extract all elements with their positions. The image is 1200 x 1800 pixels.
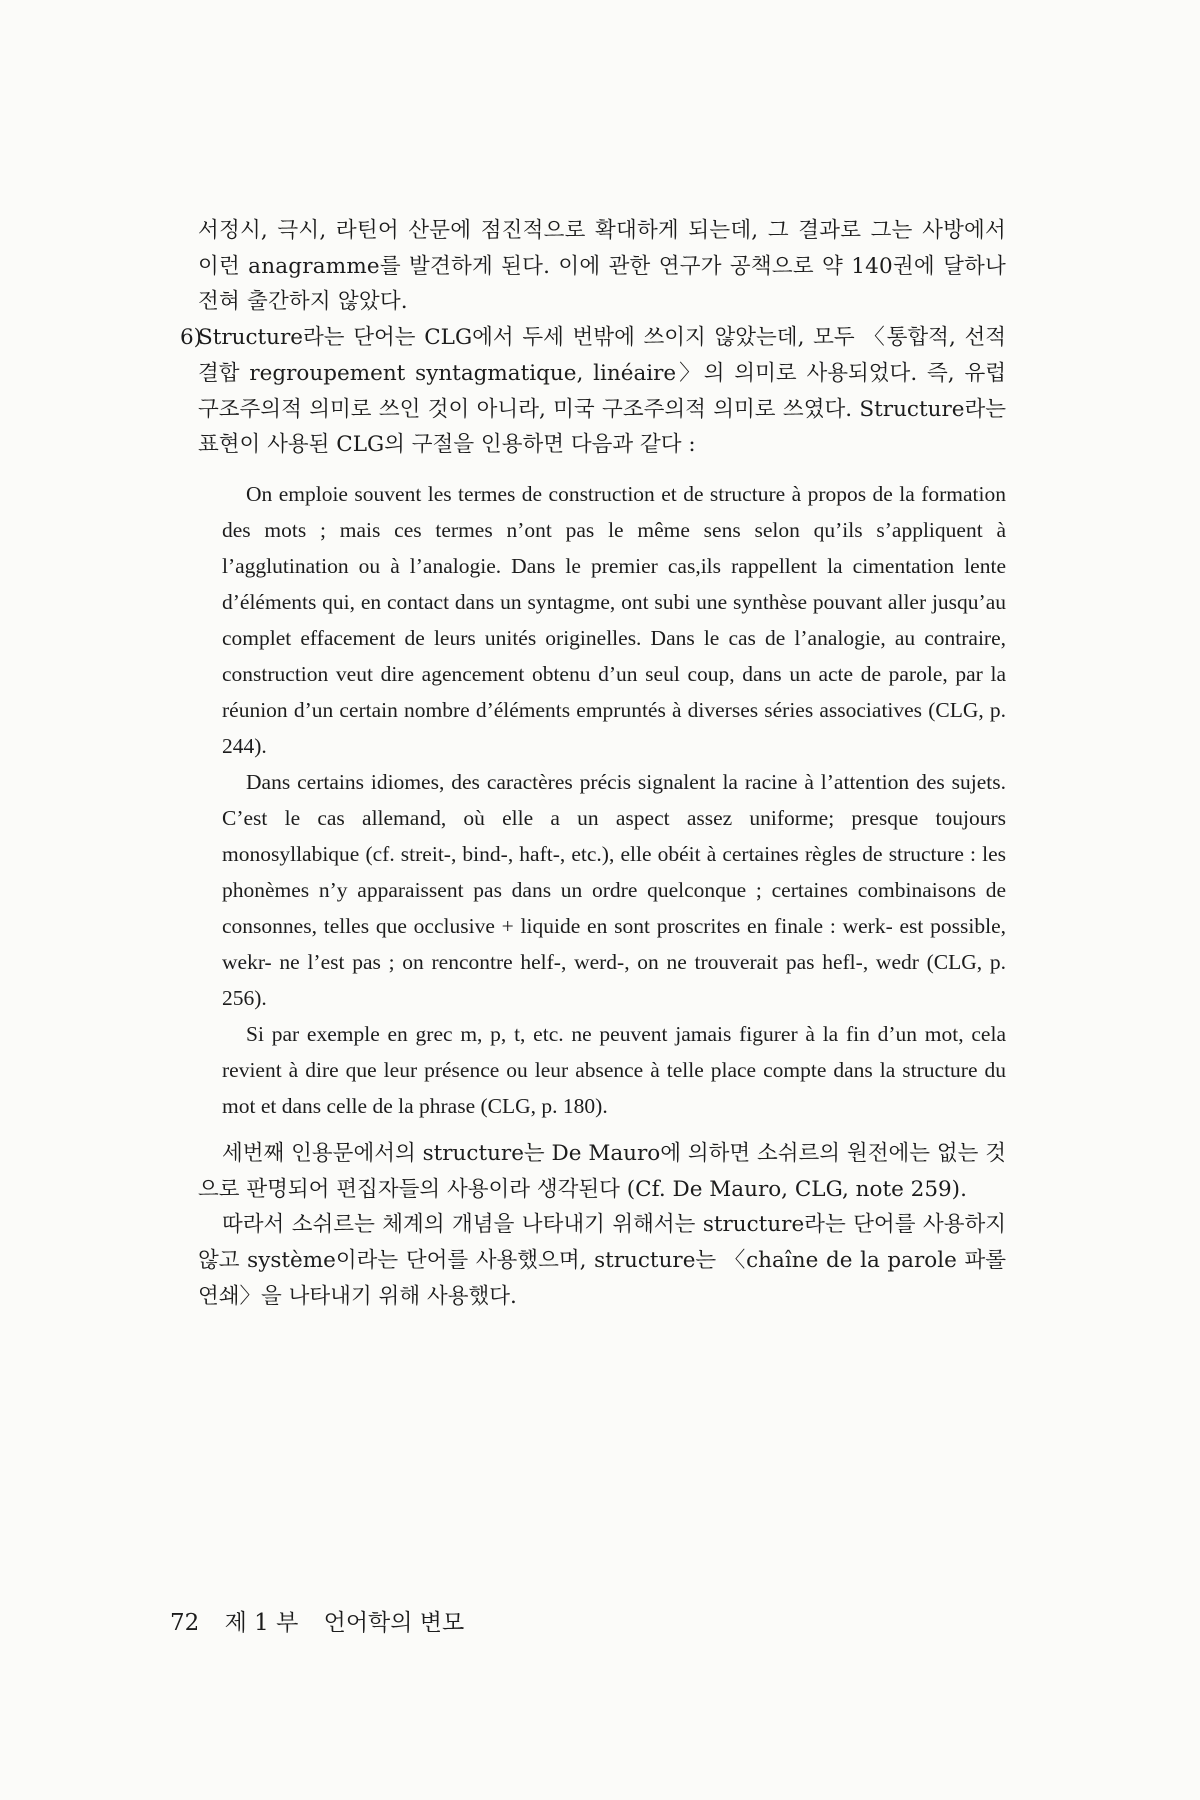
intro-paragraph: 서정시, 극시, 라틴어 산문에 점진적으로 확대하게 되는데, 그 결과로 그는 사방에서 이런 anagramme를 발견하게 된다. 이에 관한 연구가 공책으로 약 140권에 달하나 전혀 출간하지 않았다. (198, 218, 1006, 315)
part-label: 제 1 부 (224, 1610, 299, 1636)
commentary (198, 1136, 1006, 1315)
page-body (180, 213, 1006, 1314)
quote-paragraph-1: On emploie souvent les termes de construction et de structure à propos de la formation des mots ; mais ces termes n’ont pas le même sens selon qu’ils s’appliquent à l’agglutination ou à l’analogie. Dans le premier cas,ils rappellent la cimentation lente d’éléments qui, en contact dans un syntagme, ont subi une synthèse pouvant aller jusqu’au complet effacement de leurs unités originelles. Dans le cas de l’analogie, au contraire, construction veut dire agencement obtenu d’un seul coup, dans un acte de parole, par la réunion d’un certain nombre d’éléments empruntés à diverses séries associatives (CLG, p. 244). (222, 481, 1006, 758)
commentary-paragraph-1: 세번째 인용문에서의 structure는 De Mauro에 의하면 소쉬르의 원전에는 없는 것으로 판명되어 편집자들의 사용이라 생각된다 (Cf. De Mauro, CLG, note 259). (198, 1140, 1006, 1202)
page-footer (170, 1604, 482, 1637)
quote-paragraph-3: Si par exemple en grec m, p, t, etc. ne peuvent jamais figurer à la fin d’un mot, cela revient à dire que leur présence ou leur absence à telle place compte dans la structure du mot et dans celle de la phrase (CLG, p. 180). (222, 1021, 1006, 1118)
commentary-paragraph-2: 따라서 소쉬르는 체계의 개념을 나타내기 위해서는 structure라는 단어를 사용하지 않고 système이라는 단어를 사용했으며, structure는 〈chaîne de la parole 파롤 연쇄〉을 나타내기 위해 사용했다. (198, 1212, 1006, 1309)
french-quotation (222, 476, 1006, 1124)
quote-paragraph-2: Dans certains idiomes, des caractères précis signalent la racine à l’attention des sujets. C’est le cas allemand, où elle a un aspect assez uniforme; presque toujours monosyllabique (cf. streit-, bind-, haft-, etc.), elle obéit à certaines règles de structure : les phonèmes n’y apparaissent pas dans un ordre quelconque ; certaines combinaisons de consonnes, telles que occlusive + liquide en sont proscrites en finale : werk- est possible, wekr- ne l’est pas ; on rencontre helf-, werd-, on ne trouverait pas hefl-, wedr (CLG, p. 256). (222, 769, 1006, 1010)
page-number: 72 (170, 1610, 200, 1636)
chapter-title: 언어학의 변모 (323, 1610, 465, 1636)
footnote-text: Structure라는 단어는 CLG에서 두세 번밖에 쓰이지 않았는데, 모두 〈통합적, 선적 결합 regroupement syntagmatique, linéaire〉의 의미로 사용되었다. 즉, 유럽 구조주의적 의미로 쓰인 것이 아니라, 미국 구조주의적 의미로 쓰였다. Structure라는 표현이 사용된 CLG의 구절을 인용하면 다음과 같다 : (198, 325, 1006, 458)
footnote-6 (180, 320, 1006, 463)
footnote-number: 6) (180, 325, 203, 351)
